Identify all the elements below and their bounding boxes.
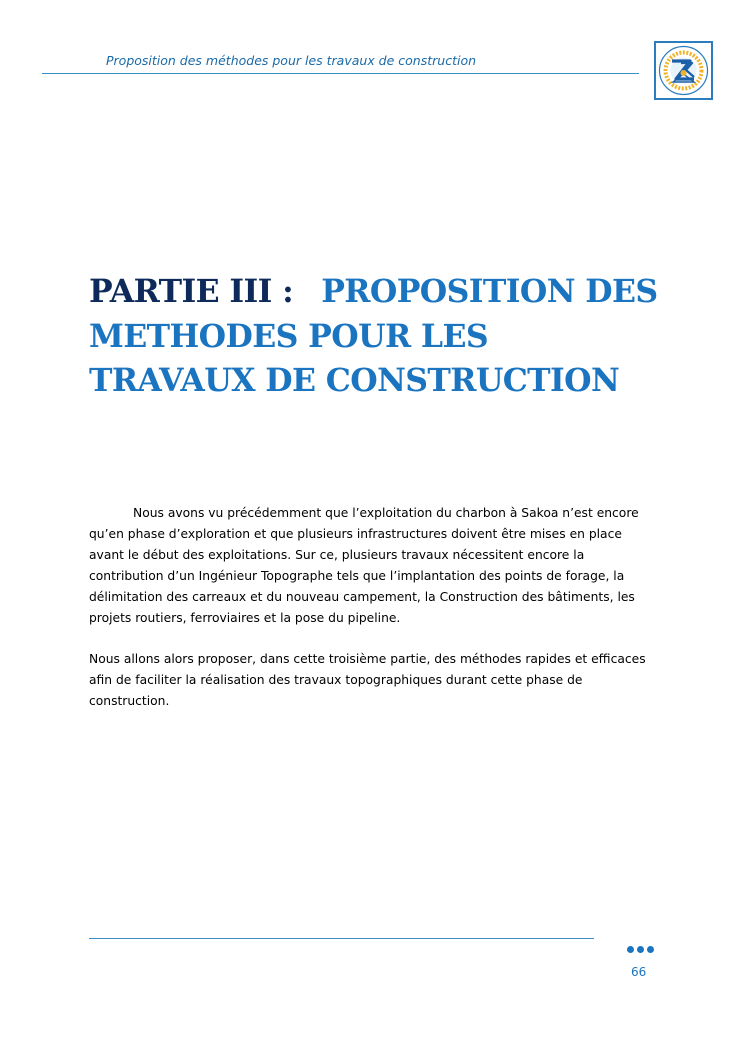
three-dots-icon — [627, 946, 654, 953]
part-label: PARTIE III : — [89, 273, 294, 310]
footer-divider — [89, 938, 594, 939]
body-paragraph-2: Nous allons alors proposer, dans cette troisième partie, des méthodes rapides et efficaces afin de faciliter la réalisation des travaux topographiques durant cette phase de construction. — [89, 652, 646, 709]
body-paragraph-1: Nous avons vu précédemment que l’exploitation du charbon à Sakoa n’est encore qu’en phase d’exploration et que plusieurs infrastructures doivent être mises en place avant le début des exploitations. Sur ce, plusieurs travaux nécessitent encore la contribution d’un Ingénieur Topographe tels que l’implantation des points de forage, la délimitation des carreaux et du nouveau campement, la Construction des bâtiments, les projets routiers, ferroviaires et la pose du pipeline. — [89, 506, 639, 626]
header-divider — [42, 73, 639, 74]
part-heading — [89, 270, 659, 404]
institution-logo-icon — [654, 41, 713, 100]
running-header: Proposition des méthodes pour les travaux de construction — [106, 53, 477, 68]
part-title: PROPOSITION DES METHODES POUR LES TRAVAUX DE CONSTRUCTION — [89, 273, 658, 399]
page-number: 66 — [631, 965, 647, 979]
